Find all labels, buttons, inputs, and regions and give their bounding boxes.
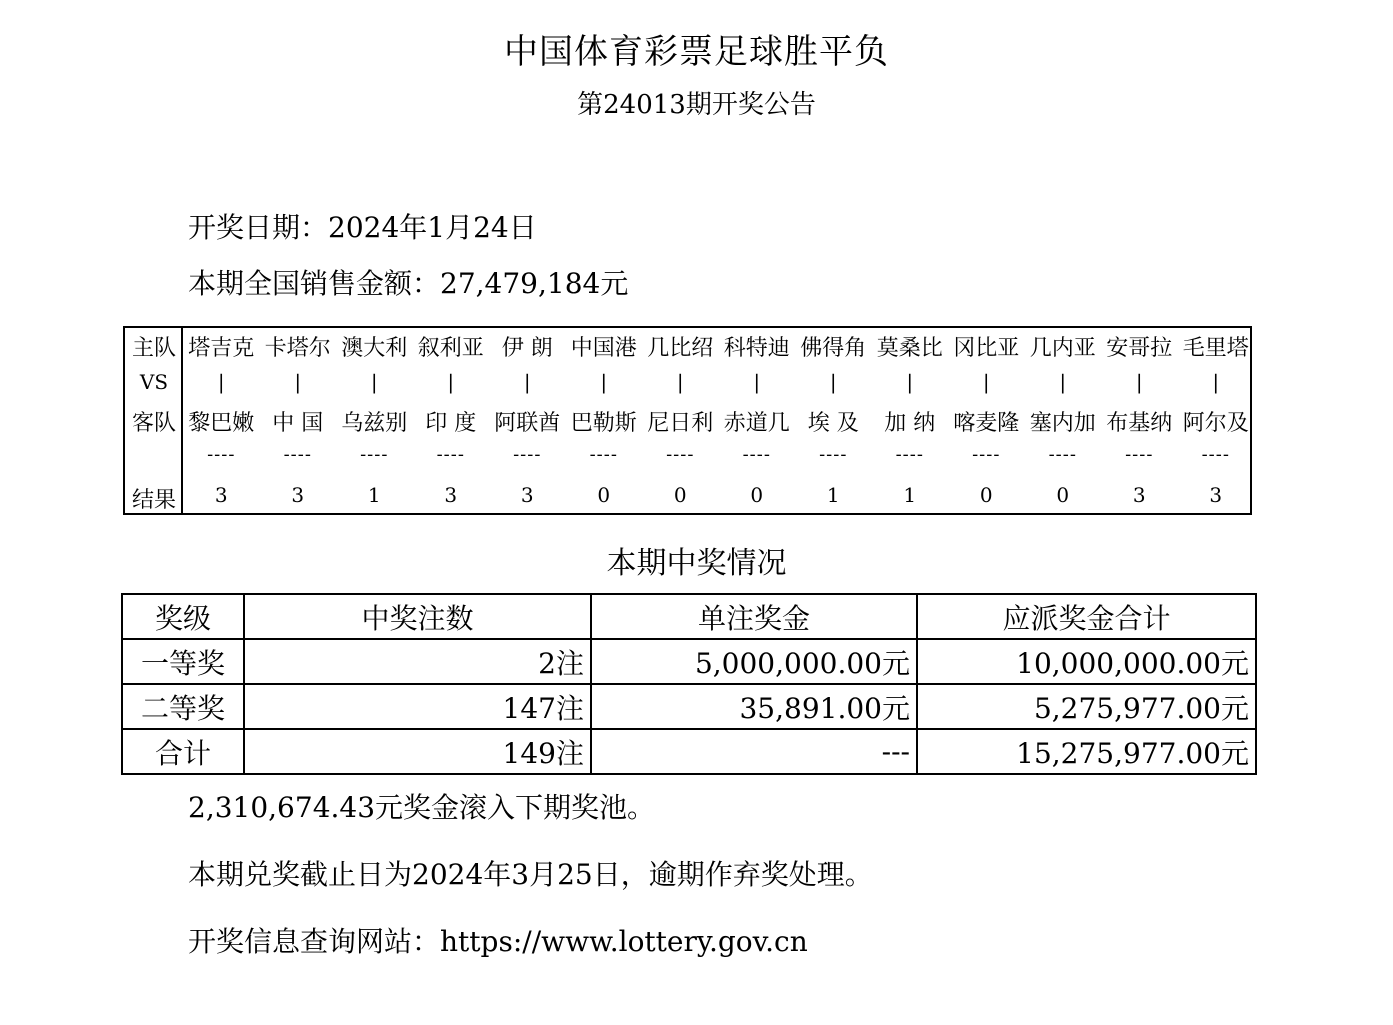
match-label-column xyxy=(125,328,183,513)
vs-separator: | xyxy=(1212,370,1220,394)
away-team: 中 国 xyxy=(272,411,324,436)
match-result: 3 xyxy=(214,483,228,507)
match-result: 0 xyxy=(979,483,993,507)
away-team: 加 纳 xyxy=(884,411,936,436)
dash-separator: ---- xyxy=(207,444,236,465)
prize-level: 合计 xyxy=(122,729,244,774)
match-result: 3 xyxy=(291,483,305,507)
home-team: 佛得角 xyxy=(800,336,867,361)
home-team: 冈比亚 xyxy=(953,336,1020,361)
home-label: 主队 xyxy=(131,336,176,361)
prize-total: 5,275,977.00元 xyxy=(917,684,1256,729)
vs-label: VS xyxy=(139,370,169,394)
match-column xyxy=(795,328,872,513)
match-column xyxy=(413,328,490,513)
away-team: 乌兹别 xyxy=(341,411,408,436)
prize-count: 149注 xyxy=(244,729,591,774)
prize-table xyxy=(121,593,1257,775)
vs-separator: | xyxy=(982,370,990,394)
dash-separator: ---- xyxy=(1125,444,1154,465)
vs-separator: | xyxy=(294,370,302,394)
match-games xyxy=(183,328,1250,513)
table-row xyxy=(122,729,1256,774)
dash-separator: ---- xyxy=(360,444,389,465)
match-result: 1 xyxy=(826,483,840,507)
vs-separator: | xyxy=(217,370,225,394)
dash-separator: ---- xyxy=(1201,444,1230,465)
match-result: 0 xyxy=(597,483,611,507)
prize-level: 一等奖 xyxy=(122,639,244,684)
vs-separator: | xyxy=(523,370,531,394)
dash-separator: ---- xyxy=(1048,444,1077,465)
match-result: 3 xyxy=(520,483,534,507)
match-result: 1 xyxy=(367,483,381,507)
vs-separator: | xyxy=(753,370,761,394)
dash-separator: ---- xyxy=(742,444,771,465)
deadline-note: 本期兑奖截止日为2024年3月25日，逾期作弃奖处理。 xyxy=(188,858,873,891)
home-team: 卡塔尔 xyxy=(264,336,331,361)
header-level: 奖级 xyxy=(122,594,244,639)
prize-unit: --- xyxy=(591,729,917,774)
match-result: 0 xyxy=(1056,483,1070,507)
away-team: 塞内加 xyxy=(1029,411,1096,436)
match-result: 0 xyxy=(673,483,687,507)
header-unit-prize: 单注奖金 xyxy=(591,594,917,639)
prize-count: 2注 xyxy=(244,639,591,684)
vs-separator: | xyxy=(370,370,378,394)
match-result: 0 xyxy=(750,483,764,507)
dash-separator: ---- xyxy=(513,444,542,465)
match-result: 3 xyxy=(1132,483,1146,507)
prize-count: 147注 xyxy=(244,684,591,729)
away-team: 尼日利 xyxy=(647,411,714,436)
header-count: 中奖注数 xyxy=(244,594,591,639)
away-team: 喀麦隆 xyxy=(953,411,1020,436)
match-column xyxy=(566,328,643,513)
dash-separator: ---- xyxy=(972,444,1001,465)
home-team: 中国港 xyxy=(570,336,637,361)
result-label: 结果 xyxy=(131,488,176,513)
match-column xyxy=(948,328,1025,513)
vs-separator: | xyxy=(676,370,684,394)
match-result: 3 xyxy=(1209,483,1223,507)
vs-separator: | xyxy=(600,370,608,394)
match-column xyxy=(719,328,796,513)
away-team: 阿尔及 xyxy=(1182,411,1249,436)
vs-separator: | xyxy=(829,370,837,394)
match-column xyxy=(1101,328,1178,513)
match-column xyxy=(1178,328,1255,513)
match-column xyxy=(1025,328,1102,513)
dash-separator: ---- xyxy=(666,444,695,465)
dash-separator: ---- xyxy=(819,444,848,465)
away-team: 阿联酋 xyxy=(494,411,561,436)
prize-total: 10,000,000.00元 xyxy=(917,639,1256,684)
dash-separator: ---- xyxy=(589,444,618,465)
dash-separator: ---- xyxy=(436,444,465,465)
match-column xyxy=(872,328,949,513)
prize-total: 15,275,977.00元 xyxy=(917,729,1256,774)
home-team: 澳大利 xyxy=(341,336,408,361)
vs-separator: | xyxy=(447,370,455,394)
match-column xyxy=(489,328,566,513)
match-column xyxy=(642,328,719,513)
match-table xyxy=(123,326,1252,515)
home-team: 几内亚 xyxy=(1029,336,1096,361)
table-row xyxy=(122,684,1256,729)
away-label: 客队 xyxy=(131,411,176,436)
match-column xyxy=(336,328,413,513)
away-team: 埃 及 xyxy=(807,411,859,436)
home-team: 叙利亚 xyxy=(417,336,484,361)
home-team: 塔吉克 xyxy=(188,336,255,361)
prize-unit: 35,891.00元 xyxy=(591,684,917,729)
page-title: 中国体育彩票足球胜平负 xyxy=(504,32,889,72)
vs-separator: | xyxy=(1135,370,1143,394)
away-team: 布基纳 xyxy=(1106,411,1173,436)
home-team: 科特迪 xyxy=(723,336,790,361)
match-result: 3 xyxy=(444,483,458,507)
prize-section-title: 本期中奖情况 xyxy=(606,546,787,581)
dash-separator: ---- xyxy=(895,444,924,465)
match-result: 1 xyxy=(903,483,917,507)
home-team: 安哥拉 xyxy=(1106,336,1173,361)
page-subtitle: 第24013期开奖公告 xyxy=(577,90,816,120)
rollover-note: 2,310,674.43元奖金滚入下期奖池。 xyxy=(188,791,656,824)
home-team: 几比绍 xyxy=(647,336,714,361)
match-column xyxy=(183,328,260,513)
away-team: 巴勒斯 xyxy=(570,411,637,436)
match-column xyxy=(260,328,337,513)
away-team: 黎巴嫩 xyxy=(188,411,255,436)
home-team: 伊 朗 xyxy=(501,336,553,361)
table-row xyxy=(122,639,1256,684)
draw-date: 开奖日期：2024年1月24日 xyxy=(188,211,537,244)
dash-separator: ---- xyxy=(283,444,312,465)
prize-unit: 5,000,000.00元 xyxy=(591,639,917,684)
website-note: 开奖信息查询网站：https://www.lottery.gov.cn xyxy=(188,925,808,958)
sales-amount: 本期全国销售金额：27,479,184元 xyxy=(188,267,629,300)
prize-header-row xyxy=(122,594,1256,639)
prize-level: 二等奖 xyxy=(122,684,244,729)
away-team: 印 度 xyxy=(425,411,477,436)
home-team: 毛里塔 xyxy=(1182,336,1249,361)
header-total: 应派奖金合计 xyxy=(917,594,1256,639)
vs-separator: | xyxy=(906,370,914,394)
vs-separator: | xyxy=(1059,370,1067,394)
home-team: 莫桑比 xyxy=(876,336,943,361)
away-team: 赤道几 xyxy=(723,411,790,436)
